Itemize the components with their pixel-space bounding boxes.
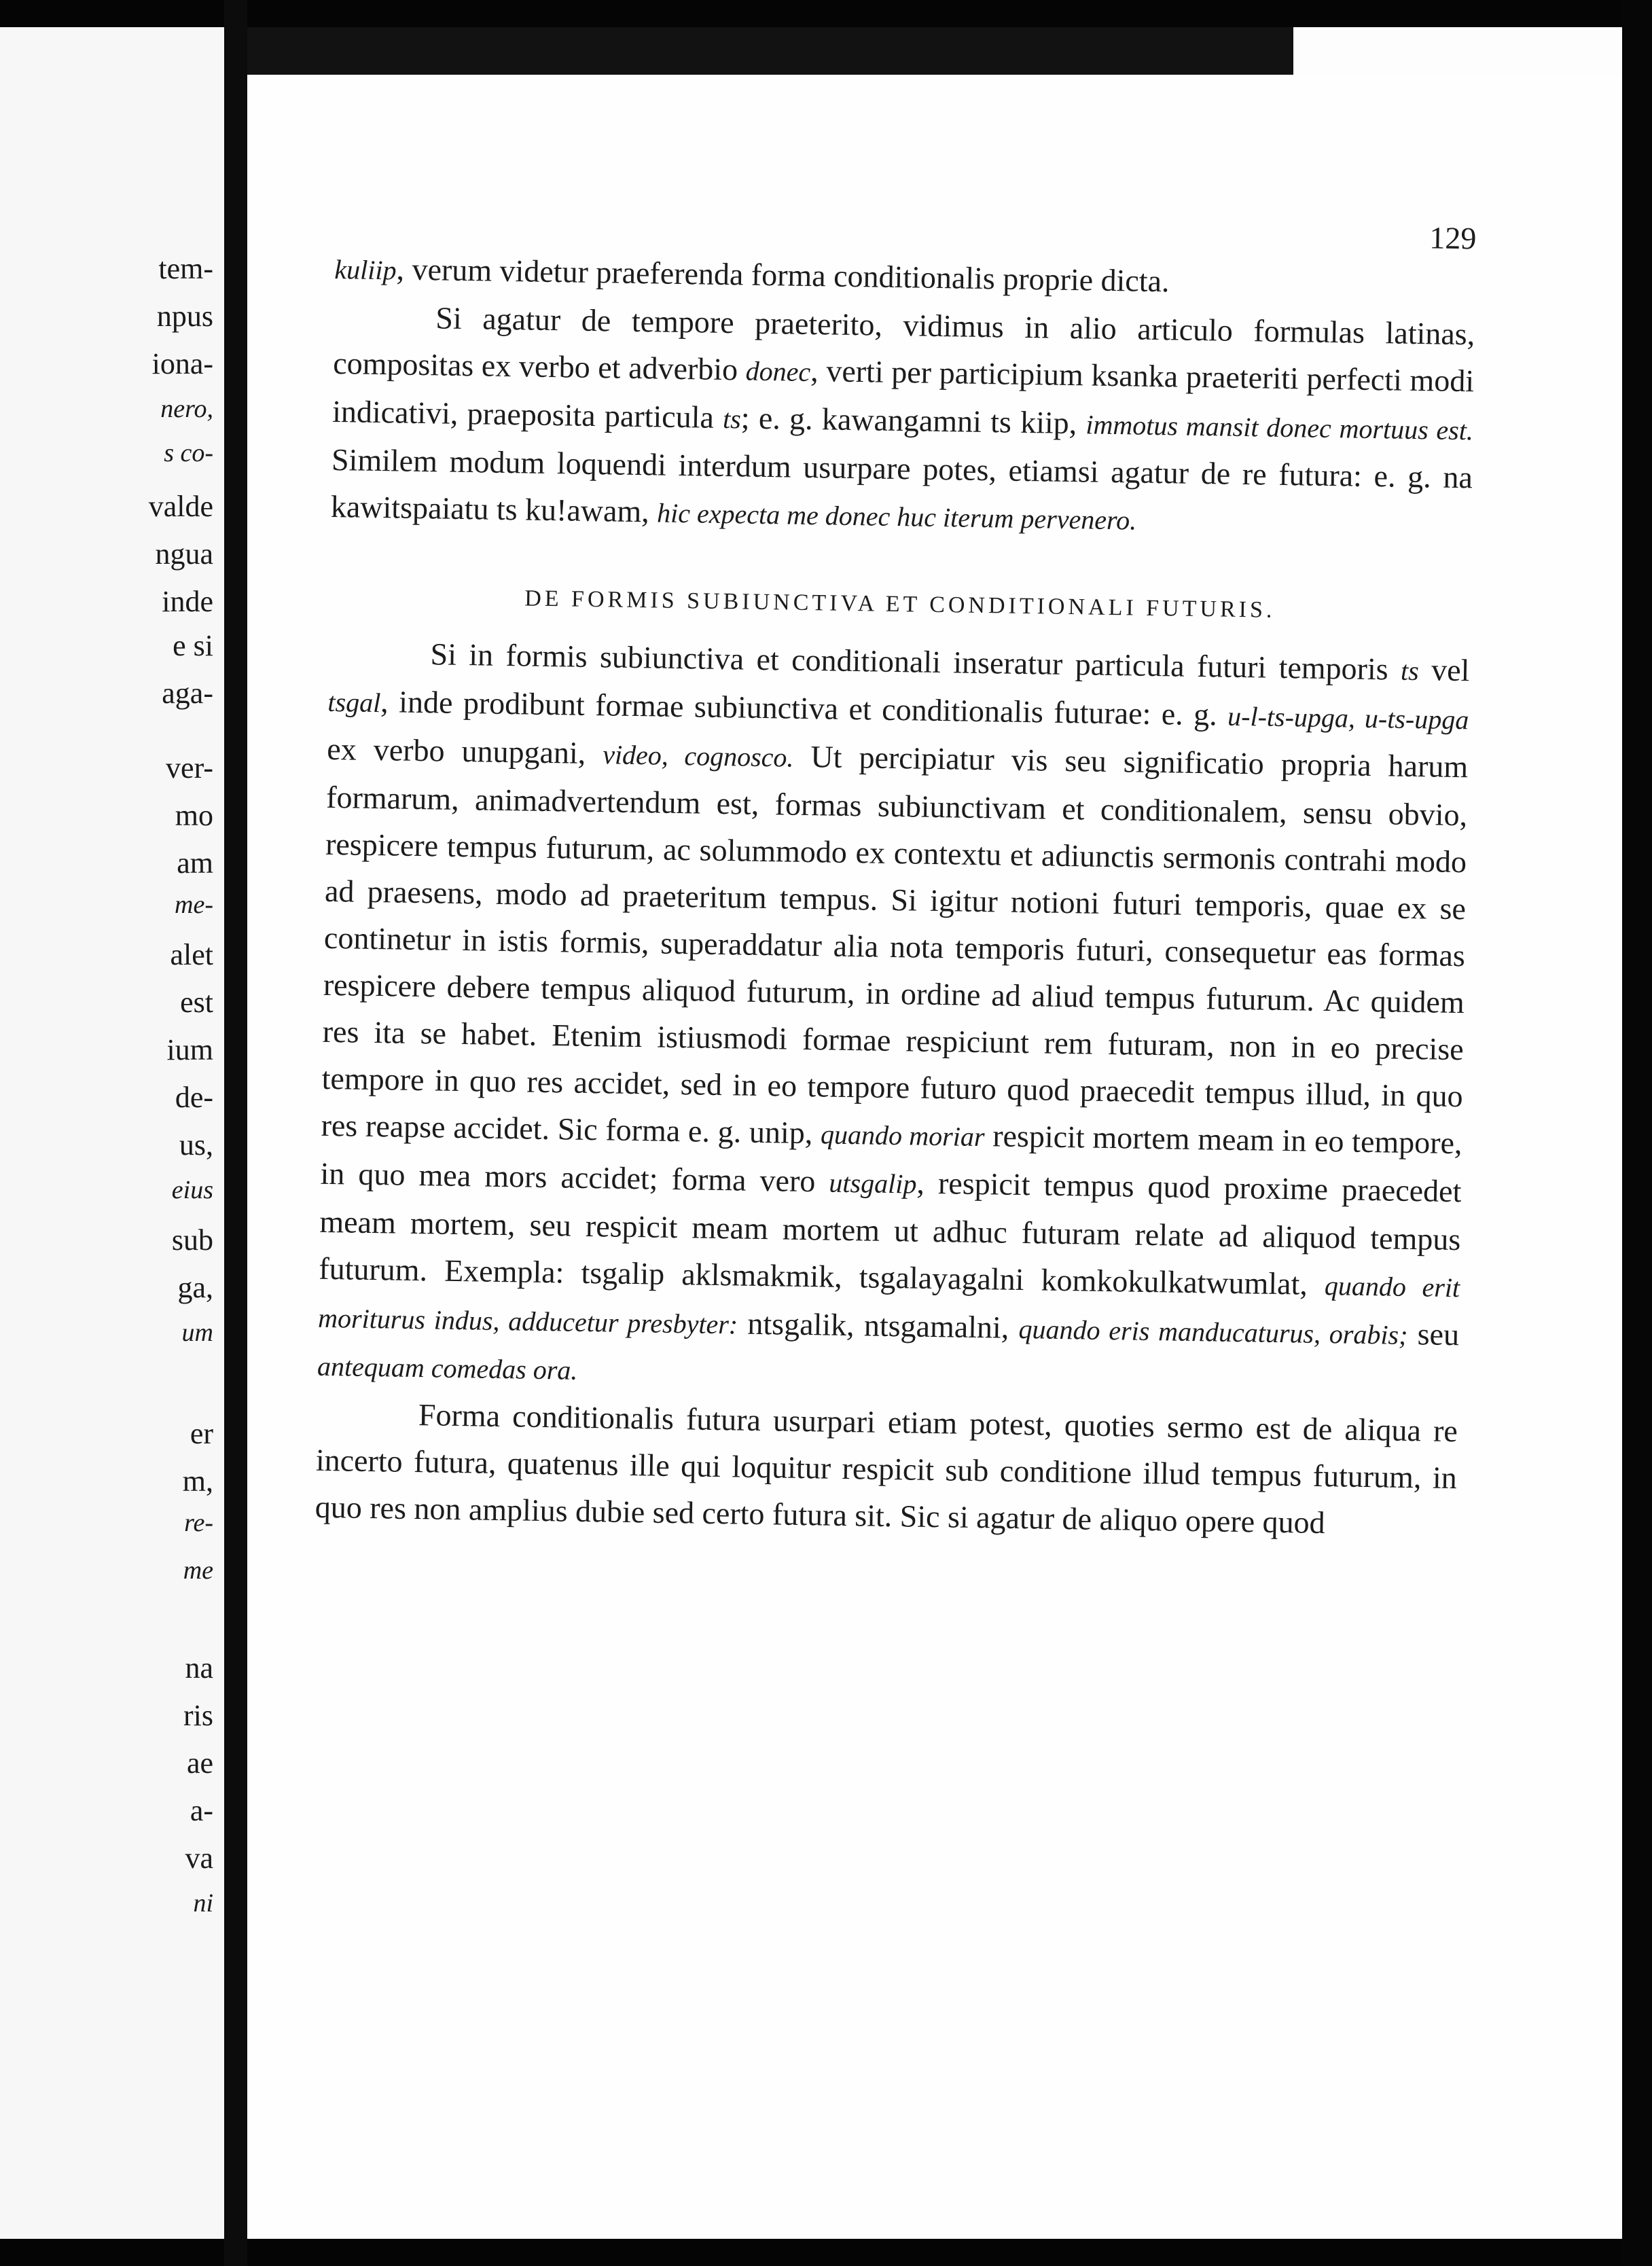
- scan-border-bottom: [0, 2239, 1652, 2266]
- text-run: Forma conditionalis futura usurpari etiam potest, quoties sermo est de aliqua re incerto futura, quatenus ille qui loquitur respicit sub conditione illud tempus futurum, in quo res non amplius dubie sed certo futura sit. Sic si agatur de aliquo opere quod: [315, 1397, 1458, 1541]
- text-run: Similem modum loquendi interdum usurpare potes, etiamsi agatur de re futura: e. g. na kawitspaiatu ts ku!awam,: [330, 442, 1473, 529]
- main-page: [247, 75, 1622, 2239]
- page-top-shadow: [247, 27, 1293, 75]
- text-run: Ut percipiatur vis seu significatio propria harum formarum, animadvertendum est, formas subiunctivam et conditionalem, sensu obvio, respicere tempus futurum, ac solummodo ex contextu et adiunctis sermonis contrahi modo ad praesens, modo ad praeteritum tempus. Si igitur notioni futuri temporis, quae ex se continetur in istis formis, superaddatur alia nota temporis futuri, consequetur eas formas respicere debere tempus aliquod futurum, in ordine ad aliud tempus futurum. Ac quidem res ita se habet. Etenim istiusmodi formae respiciunt rem futuram, non in eo precise tempore in quo res accidet, sed in eo tempore futuro quod praecedit tempus illud, in quo res reapse accidet. Sic forma e. g. unip,: [321, 738, 1469, 1151]
- left-page-fragment: eius: [171, 1176, 213, 1204]
- left-page-fragment: me-: [175, 891, 213, 919]
- left-page-fragment: est: [180, 986, 213, 1019]
- left-page-fragment: npus: [156, 300, 213, 333]
- left-page-fragment: ni: [193, 1889, 213, 1918]
- left-page-fragment: mo: [175, 799, 213, 832]
- left-page-fragment: ris: [183, 1699, 213, 1732]
- italic-text: video, cognosco.: [602, 739, 794, 773]
- page-number: 129: [1429, 220, 1477, 256]
- body-paragraph: [330, 293, 1475, 549]
- left-page-fragment: um: [181, 1318, 213, 1347]
- text-run: ntsgalik, ntsgamalni,: [737, 1306, 1020, 1345]
- section-heading: DE FORMIS SUBIUNCTIVA ET CONDITIONALI FUTURIS.: [524, 586, 1276, 623]
- left-page-fragment: s co-: [164, 439, 213, 467]
- left-page-fragment: ae: [186, 1746, 213, 1780]
- left-page-fragment: alet: [170, 938, 213, 971]
- left-page-fragment: iona-: [151, 347, 213, 380]
- left-page-fragment: inde: [162, 585, 213, 618]
- text-run: respicit mortem meam in eo tempore, in quo mea mors accidet; forma vero: [320, 1118, 1462, 1199]
- left-page-fragment: ver-: [166, 751, 213, 785]
- italic-text: u-l-ts-upga, u-ts-upga: [1227, 700, 1469, 736]
- italic-text: hic expecta me donec huc iterum pervenero.: [656, 497, 1137, 536]
- left-page-fragment: ium: [166, 1033, 213, 1066]
- body-paragraph: [317, 629, 1470, 1407]
- left-page-fragment: us,: [179, 1128, 213, 1162]
- left-page-fragment: am: [177, 846, 213, 880]
- italic-text: quando eris manducaturus, orabis;: [1018, 1314, 1408, 1350]
- italic-text: quando moriar: [820, 1119, 985, 1153]
- text-run: Si in formis subiunctiva et conditionali inseratur particula futuri temporis: [430, 636, 1401, 687]
- left-page-fragment: ga,: [177, 1271, 213, 1304]
- text-run: , verum videtur praeferenda forma conditionalis proprie dicta.: [396, 251, 1170, 299]
- italic-text: immotus mansit donec mortuus est.: [1085, 409, 1474, 446]
- scan-border-right: [1622, 0, 1652, 2266]
- left-page-fragment: nero,: [160, 395, 213, 423]
- italic-text: donec: [745, 355, 811, 388]
- left-page-fragment: aga-: [162, 677, 213, 710]
- left-page-fragment: de-: [175, 1081, 213, 1114]
- page-text-block: [315, 204, 1476, 1548]
- text-run: seu: [1407, 1316, 1460, 1352]
- book-gutter: [224, 0, 247, 2266]
- text-run: , inde prodibunt formae subiunctiva et conditionalis futurae: e. g.: [380, 684, 1228, 732]
- left-page-fragment: er: [190, 1417, 213, 1450]
- text-run: vel: [1418, 652, 1470, 688]
- italic-text: kuliip: [334, 253, 397, 286]
- text-run: ex verbo unupgani,: [326, 731, 603, 771]
- left-page-fragment: e si: [173, 629, 213, 662]
- scan-border-top: [0, 0, 1652, 27]
- left-page-fragment: na: [185, 1651, 213, 1685]
- italic-text: quando erit moriturus indus, adducetur presbyter:: [317, 1270, 1460, 1340]
- left-page-fragment: a-: [190, 1794, 213, 1827]
- left-facing-page: [0, 27, 224, 2239]
- text-run: , verti per participium ksanka praeteriti perfecti modi indicativi, praeposita particula: [331, 353, 1475, 435]
- left-page-fragment: tem-: [158, 252, 213, 285]
- text-run: , respicit tempus quod proxime praecedet meam mortem, seu respicit meam mortem ut adhuc futuram relate ad aliquod tempus futurum. Exempla: tsgalip aklsmakmik, tsgalayagalni komkokulkatwumlat,: [318, 1165, 1462, 1302]
- left-page-fragment: valde: [148, 490, 213, 523]
- italic-text: utsgalip: [829, 1167, 917, 1200]
- body-paragraph: [315, 1390, 1458, 1548]
- italic-text: ts: [1400, 655, 1420, 687]
- text-run: ; e. g. kawangamni ts kiip,: [740, 400, 1086, 441]
- italic-text: ts: [722, 403, 742, 435]
- italic-text: antequam comedas ora.: [317, 1350, 578, 1386]
- left-page-fragment: me: [183, 1556, 213, 1585]
- left-page-fragment: va: [185, 1841, 213, 1875]
- left-page-fragment: ngua: [155, 537, 213, 571]
- left-page-fragment: sub: [171, 1223, 213, 1257]
- left-page-fragment: m,: [182, 1464, 213, 1498]
- italic-text: tsgal: [327, 686, 381, 719]
- left-page-fragment: re-: [184, 1509, 213, 1537]
- paragraphs-section-1: [330, 245, 1475, 549]
- text-run: Si agatur de tempore praeterito, vidimus in alio articulo formulas latinas, compositas ex verbo et adverbio: [332, 300, 1475, 387]
- paragraphs-section-2: [315, 629, 1470, 1548]
